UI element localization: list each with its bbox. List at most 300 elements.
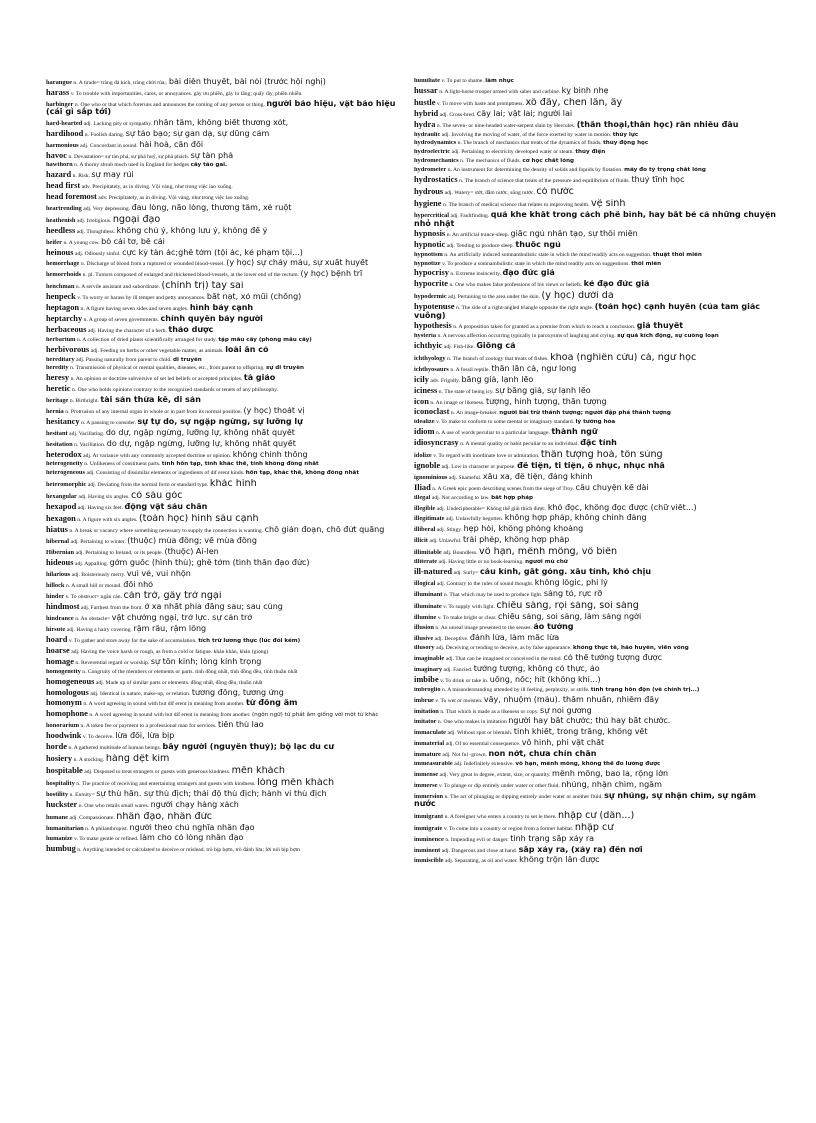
- english-definition: n. The state of being icy.: [438, 388, 494, 395]
- vocab-entry: [414, 613, 778, 622]
- english-definition: n. The practice of receiving and entertaining strangers and guests with kindness.: [76, 780, 256, 787]
- vocab-entry: [414, 158, 778, 165]
- vocab-entry: [414, 781, 778, 790]
- headword: heredity: [46, 365, 69, 372]
- english-definition: n. One who makes in imitation: [437, 719, 507, 726]
- vietnamese-translation: đạo đức giả: [502, 269, 555, 278]
- vocab-entry: [46, 721, 412, 730]
- vietnamese-translation: (y học) sự chảy máu, sự xuất huyết: [226, 259, 369, 268]
- english-definition: adj. Passing naturally from parent to child.: [76, 356, 172, 363]
- vietnamese-translation: hỗn tạp, khác thể, không đồng nhất: [245, 470, 359, 477]
- headword: illiberal: [414, 526, 436, 534]
- english-definition: n. A foreigner who enters a country to set le there.: [444, 813, 557, 820]
- vocab-entry: [46, 100, 412, 117]
- vietnamese-translation: tính hỗn tạp, tính khác thể, tính không đồng nhất: [161, 461, 319, 468]
- vocab-entry: [414, 353, 778, 363]
- headword: illusory: [414, 645, 435, 652]
- vietnamese-translation: bất hợp pháp: [491, 494, 534, 501]
- headword: idiosyncrasy: [414, 439, 459, 448]
- vietnamese-translation: nhập cư (dân...): [557, 810, 635, 821]
- english-definition: n. A misunderstanding attended by ill feeling, perplexity, or strife.: [442, 686, 590, 693]
- headword: hideous: [46, 558, 74, 567]
- vocab-entry: [414, 322, 778, 331]
- headword: imbrue: [414, 696, 434, 704]
- headword: imminent: [414, 846, 441, 854]
- english-definition: n. Protrusion of any internal organ in whole or in part from its normal position.: [65, 409, 242, 416]
- english-definition: n. Discharge of blood from a ruptured or wounded blood-vessel.: [80, 261, 225, 268]
- headword: hoarse: [46, 646, 70, 655]
- vietnamese-translation: từ đồng âm: [245, 699, 298, 708]
- headword: immaculate: [414, 729, 446, 737]
- english-definition: n. Reverential regard or worship.: [75, 659, 150, 666]
- vocab-entry: [414, 835, 778, 844]
- headword: homologous: [46, 688, 89, 697]
- english-definition: adj. Deviating from the normal form or standard type.: [87, 482, 209, 489]
- english-definition: n. Foolish daring.: [84, 131, 125, 138]
- english-definition: n. A figure with six angles.: [77, 517, 138, 524]
- headword: hesitancy: [46, 417, 80, 426]
- english-definition: adj. Feeding on herbs or other vegetable matter, as animals.: [90, 347, 224, 354]
- vietnamese-translation: hẹp hòi, không phóng khoáng: [463, 525, 584, 534]
- english-definition: adj. Deceiving or tending to deceive, as by false appearance.: [436, 645, 572, 652]
- headword: heterodox: [46, 450, 82, 459]
- headword: hustle: [414, 97, 436, 107]
- vocab-entry: [46, 182, 412, 191]
- headword: homage: [46, 657, 74, 666]
- vocab-entry: [46, 193, 412, 202]
- vocab-entry: [46, 845, 412, 854]
- vocab-entry: [414, 176, 778, 185]
- english-definition: adj. Thoughtless.: [76, 228, 116, 235]
- vocab-entry: [46, 171, 412, 180]
- vietnamese-translation: non nớt, chưa chín chắn: [488, 750, 597, 759]
- headword: hysteria: [414, 333, 437, 340]
- english-definition: n. A light-horse trooper armed with saber and carbine.: [439, 88, 561, 95]
- vocab-entry: [46, 778, 412, 788]
- english-definition: adj. Vacillating.: [69, 430, 105, 437]
- vocab-entry: [414, 140, 778, 147]
- headword: humane: [46, 813, 69, 821]
- vietnamese-translation: sự noi gương: [540, 706, 592, 715]
- vocab-entry: [414, 333, 778, 340]
- vietnamese-translation: người chạy hàng xách: [150, 800, 239, 809]
- vietnamese-translation: vô hạn, mênh mông, không thể đo lường được: [515, 761, 661, 768]
- vocab-entry: [46, 365, 412, 372]
- english-definition: n. One who holds opinions contrary to the recognized standards or tenets of any philosophy.: [72, 387, 278, 394]
- vietnamese-translation: tài sản thừa kế, di sản: [100, 396, 201, 405]
- vietnamese-translation: không thực tế, hão huyền, viển vông: [573, 645, 689, 652]
- vietnamese-translation: người theo chủ nghĩa nhân đạo: [129, 823, 255, 832]
- english-definition: n. A philanthropist.: [85, 825, 129, 832]
- vocab-entry: [414, 230, 778, 239]
- vietnamese-translation: nhúng, nhận chìm, ngâm: [561, 780, 662, 789]
- vocab-entry: [414, 739, 778, 748]
- headword: idolize: [414, 451, 432, 459]
- headword: hypodermic: [414, 293, 447, 301]
- vietnamese-translation: sự quá kích động, sự cuồng loạn: [617, 333, 719, 340]
- headword: heretic: [46, 385, 71, 394]
- vocab-entry: [414, 261, 778, 268]
- english-definition: adj. Fancied.: [443, 667, 473, 674]
- english-definition: n. A small hill or mound.: [65, 582, 122, 589]
- vietnamese-translation: làm nhục: [485, 78, 514, 84]
- headword: hindmost: [46, 603, 80, 612]
- vietnamese-translation: cản trở, gây trở ngại: [123, 591, 222, 602]
- headword: iconoclast: [414, 408, 450, 417]
- vietnamese-translation: ở xa nhất phía đằng sau; sau cùng: [144, 603, 283, 612]
- vocab-entry: [414, 676, 778, 685]
- english-definition: adj. Cross-bred.: [439, 111, 476, 118]
- english-definition: n. A word agreeing in sound with but dif erent in meaning from another.: [89, 712, 251, 719]
- headword: imaginable: [414, 655, 445, 663]
- vietnamese-translation: không hợp pháp, không chính đáng: [504, 514, 647, 523]
- vocab-entry: [414, 303, 778, 320]
- english-definition: n. A servile assistant and subordinate.: [75, 284, 160, 291]
- headword: hexapod: [46, 503, 77, 512]
- vocab-entry: [414, 187, 778, 197]
- vietnamese-translation: chỗ gián đoạn, chỗ đứt quãng: [264, 526, 385, 535]
- english-definition: adv. Frigidly.: [430, 377, 460, 384]
- vietnamese-translation: không trộn lẫn được: [519, 856, 600, 865]
- vocab-entry: [414, 590, 778, 599]
- english-definition: v. To drink or take in.: [440, 677, 489, 684]
- headword: homonym: [46, 699, 82, 708]
- vocab-entry: [414, 559, 778, 566]
- vietnamese-translation: không lôgic, phi lý: [534, 578, 608, 587]
- english-definition: n. That which may be used to produce light.: [443, 591, 543, 598]
- vietnamese-translation: đê tiện, ti tiện, ô nhục, nhục nhã: [517, 461, 665, 470]
- vocab-entry: [414, 484, 778, 493]
- headword: hypnosis: [414, 229, 446, 238]
- english-definition: n. A figure having seven sides and seven angles.: [80, 306, 189, 313]
- headword: imbroglio: [414, 686, 441, 693]
- english-definition: n. Transmission of physical or mental qualities, diseases, etc., from parent to offspring.: [70, 365, 265, 372]
- headword: ill-natured: [414, 567, 453, 576]
- vietnamese-translation: sự nhúng, sự nhận chìm, sự ngâm nước: [414, 791, 756, 809]
- english-definition: n. A mental quality or habit peculiar to an individual.: [460, 441, 579, 448]
- headword: icon: [414, 397, 429, 406]
- headword: immigrant: [414, 812, 444, 820]
- vocab-entry: [46, 141, 412, 150]
- vietnamese-translation: cây lai; vật lai; người lai: [476, 109, 573, 118]
- headword: hillock: [46, 581, 65, 589]
- headword: henpeck: [46, 293, 76, 302]
- vocab-entry: [46, 326, 412, 335]
- english-definition: n. The branch of zoology that treats of fishes.: [447, 355, 549, 362]
- vietnamese-translation: thuật thôi miên: [652, 251, 702, 258]
- vocab-entry: [414, 110, 778, 119]
- english-definition: n. An image or likeness.: [430, 399, 485, 406]
- vietnamese-translation: vệ sinh: [590, 198, 626, 209]
- headword: immiscible: [414, 857, 444, 865]
- vietnamese-translation: không chính thống: [232, 450, 308, 459]
- english-definition: adj. Not according to law.: [431, 494, 490, 501]
- vocab-entry: [46, 503, 412, 512]
- vocab-entry: [414, 634, 778, 643]
- english-definition: adj. Concordant in sound.: [80, 142, 138, 149]
- vietnamese-translation: mến khách: [231, 765, 285, 776]
- vocab-entry: [46, 743, 412, 752]
- headword: hosiery: [46, 753, 73, 763]
- english-definition: n. A proposition taken for granted as a premise from which to reach a conclusion.: [453, 324, 636, 331]
- headword: harmonious: [46, 141, 79, 149]
- vietnamese-translation: chính quyền bảy người: [160, 315, 263, 324]
- vocab-entry: [414, 579, 778, 588]
- vietnamese-translation: không chú ý, không lưu ý, không để ý: [116, 226, 268, 235]
- vocab-entry: [414, 387, 778, 396]
- vietnamese-translation: gớm guốc (hình thù); ghê tởm (tình thần đạo đức): [109, 558, 310, 567]
- english-definition: n. Congruity of the members or elements or parts. tính đồng nhất, tính đồng đều, tính thuần nhất: [82, 668, 298, 675]
- english-definition: adj. Very depressing.: [83, 205, 131, 212]
- english-definition: adj. Contrary to the rules of sound thought.: [436, 580, 534, 587]
- english-definition: adj. Having little or no book-learning.: [438, 559, 524, 566]
- vocab-entry: [46, 238, 412, 247]
- vocab-entry: [414, 823, 778, 833]
- headword: immigrate: [414, 824, 443, 832]
- vocab-entry: [46, 385, 412, 394]
- english-definition: adj. Of no essential consequence.: [445, 741, 521, 748]
- vocab-entry: [414, 450, 778, 460]
- headword: illegible: [414, 504, 436, 512]
- vocab-entry: [46, 603, 412, 612]
- vietnamese-translation: giấc ngủ nhân tạo, sự thôi miên: [510, 229, 638, 238]
- vocab-entry: [414, 280, 778, 289]
- vietnamese-translation: xấu xa, đê tiện, đáng khinh: [482, 472, 593, 481]
- vocab-entry: [414, 792, 778, 809]
- vietnamese-translation: nhẫn tâm, không biết thương xót,: [153, 118, 289, 127]
- vocab-entry: [414, 623, 778, 632]
- english-definition: adj. Surly=: [453, 569, 479, 576]
- vocab-entry: [46, 407, 412, 416]
- headword: head first: [46, 182, 81, 191]
- headword: hypnotic: [414, 240, 446, 249]
- english-definition: v. To make gentle or refined.: [74, 836, 139, 843]
- vocab-entry: [46, 78, 412, 87]
- vietnamese-translation: do dự, ngập ngừng, lưỡng lự, không nhất quyết: [105, 428, 295, 437]
- headword: hard-hearted: [46, 119, 83, 127]
- headword: heterogeneity: [46, 461, 83, 468]
- vietnamese-translation: nhân đạo, nhân đức: [116, 811, 212, 822]
- english-definition: adj. Boundless.: [443, 550, 478, 557]
- vocab-entry: [414, 78, 778, 85]
- vocab-entry: [414, 149, 778, 156]
- vietnamese-translation: bắt nạt, xỏ mũi (chồng): [206, 293, 302, 302]
- english-definition: n. Extreme insincerity.: [450, 271, 501, 278]
- english-definition: adj. Having a hairy covering.: [66, 627, 132, 634]
- headword: herbaceous: [46, 325, 87, 334]
- headword: immense: [414, 770, 439, 778]
- vocab-entry: [46, 689, 412, 698]
- english-definition: n. A break or vacancy where something necessary to supply the connection is wanting.: [69, 528, 264, 535]
- english-definition: n. A token fee or payment to a professional man for services.: [80, 723, 217, 730]
- vietnamese-translation: người bài trừ thánh tượng; người đập phá thánh tượng: [499, 410, 671, 417]
- headword: hiatus: [46, 526, 68, 535]
- english-definition: adj. Consisting of dissimilar elements or ingredients of dif erent kinds.: [86, 470, 245, 477]
- vocab-entry: [46, 357, 412, 364]
- vietnamese-translation: mênh mông, bao la, rộng lớn: [552, 769, 669, 778]
- vocab-entry: [46, 418, 412, 427]
- headword: hypnotize: [414, 260, 441, 267]
- vietnamese-translation: trái phép, không hợp pháp: [463, 536, 570, 545]
- vocab-entry: [414, 252, 778, 259]
- headword: honorarium: [46, 722, 80, 730]
- english-definition: n. An image-breaker.: [450, 410, 498, 417]
- english-definition: n. An opinion or doctrine subversive of set led beliefs or accepted principles.: [70, 376, 243, 383]
- vocab-entry: [414, 376, 778, 385]
- vietnamese-translation: quá khe khắt trong cách phê bình, hay bắt bẻ cả những chuyện nhỏ nhặt: [414, 210, 776, 228]
- headword: immature: [414, 751, 441, 759]
- vocab-entry: [414, 717, 778, 726]
- vocab-entry: [414, 601, 778, 611]
- vocab-entry: [46, 204, 412, 213]
- vocab-entry: [414, 547, 778, 557]
- english-definition: adj. Faultfinding.: [450, 212, 490, 219]
- english-definition: n. A collection of dried plants scientifically arranged for study.: [76, 336, 217, 343]
- vietnamese-translation: lý tưởng hóa: [575, 419, 616, 426]
- vietnamese-translation: tinh khiết, trong trắng, không vết: [513, 728, 648, 737]
- english-definition: n. A use of words peculiar to a particular language.: [435, 430, 550, 437]
- vocab-entry: [414, 687, 778, 694]
- headword: harangue: [46, 79, 72, 86]
- english-definition: n. The branch of mechanics that treats of the dynamics of fluids.: [457, 140, 602, 147]
- english-definition: n. Unlikeness of constituent parts.: [84, 461, 161, 468]
- vocab-entry: [46, 801, 412, 810]
- english-definition: v. To come into a country or region from a former habitat.: [443, 825, 574, 832]
- english-definition: n. An artificial trance-sleep.: [446, 231, 509, 238]
- vocab-entry: [414, 419, 778, 426]
- vocab-entry: [414, 98, 778, 108]
- vietnamese-translation: nhập cư: [574, 822, 614, 833]
- english-definition: adj. Watery= ướt, đẫm nước, sũng nước.: [444, 189, 535, 196]
- vocab-entry: [46, 537, 412, 546]
- vietnamese-translation: cực kỳ tàn ác;ghê tởm (tội ác, kẻ phạm tội...): [122, 248, 303, 257]
- headword: ichthyic: [414, 342, 443, 350]
- vocab-entry: [414, 398, 778, 407]
- vocab-entry: [414, 121, 778, 130]
- english-definition: adj. Dangerous and close at hand.: [441, 847, 518, 854]
- vietnamese-translation: đồi nhỏ: [123, 580, 154, 589]
- headword: hospitality: [46, 779, 75, 787]
- vietnamese-translation: thành ngữ: [551, 428, 598, 437]
- headword: humiliate: [414, 78, 440, 84]
- vietnamese-translation: bài diễn thuyết, bài nói (trước hội nghị): [168, 78, 326, 86]
- headword: hydromechanics: [414, 158, 459, 165]
- headword: horde: [46, 742, 67, 751]
- headword: illimitable: [414, 549, 442, 557]
- english-definition: adj. Separating, as oil and water.: [444, 858, 518, 865]
- vietnamese-translation: vấy, nhuộm (máu). thấm nhuần, nhiễm đầy: [483, 695, 659, 704]
- english-definition: n. A fossil reptile.: [450, 366, 490, 373]
- vocab-entry: [46, 614, 412, 623]
- vietnamese-translation: Giống cá: [476, 342, 516, 350]
- headword: ichthyology: [414, 354, 446, 362]
- headword: hoard: [46, 636, 68, 645]
- vocab-entry: [46, 491, 412, 501]
- headword: hazard: [46, 171, 72, 180]
- english-definition: n. pl. Tumors composed of enlarged and thickened blood-vessels, at the lower end of the rectum.: [82, 272, 299, 279]
- english-definition: n. The seven- or nine-headed water-serpent slain by Hercules.: [436, 122, 576, 129]
- headword: heartrending: [46, 204, 82, 212]
- headword: illicit: [414, 537, 428, 545]
- headword: idealize: [414, 419, 435, 426]
- headword: hinder: [46, 593, 65, 601]
- english-definition: adj. Disposed to treat strangers or guests with generous kindness.: [84, 768, 231, 775]
- vietnamese-translation: giả thuyết: [636, 322, 684, 331]
- headword: immaterial: [414, 740, 445, 748]
- english-definition: adj. Boisterously merry.: [71, 571, 126, 578]
- headword: heinous: [46, 248, 74, 257]
- headword: illiterate: [414, 559, 438, 566]
- vietnamese-translation: bầy người (nguyên thuỷ); bộ lạc du cư: [162, 742, 335, 751]
- vietnamese-translation: tích trữ lương thực (lúc đói kém): [198, 638, 301, 645]
- vocab-entry: [414, 495, 778, 502]
- headword: illegal: [414, 494, 431, 501]
- vietnamese-translation: động vật sáu chân: [124, 503, 208, 512]
- vocab-entry: [414, 645, 778, 652]
- english-definition: adj. Involving the moving of water, of the force exerted by water in motion.: [441, 131, 612, 138]
- headword: imminence: [414, 835, 444, 843]
- vocab-entry: [414, 291, 778, 301]
- headword: hospitable: [46, 765, 83, 775]
- english-definition: adj. Irreligious.: [76, 217, 112, 224]
- headword: heritage: [46, 397, 69, 405]
- headword: illusive: [414, 635, 434, 643]
- headword: hypocrisy: [414, 269, 449, 278]
- vietnamese-translation: đau lòng, não lòng, thương tâm, xé ruột: [131, 203, 292, 212]
- headword: hydra: [414, 120, 436, 129]
- headword: hydrous: [414, 186, 444, 196]
- english-definition: v. To put to shame.: [441, 78, 484, 84]
- headword: imbibe: [414, 675, 439, 684]
- english-definition: n. Impending evil or danger.: [445, 836, 509, 843]
- english-definition: adj. Without spot or blemish.: [447, 730, 513, 737]
- vietnamese-translation: ngoại đạo: [112, 214, 161, 225]
- english-definition: n. A gathered multitude of human beings.: [68, 744, 162, 751]
- english-definition: adj. Unlawful.: [429, 538, 462, 545]
- vietnamese-translation: tập mẫu cây (phòng mẫu cây): [218, 336, 312, 343]
- vietnamese-translation: sự may rủi: [91, 171, 134, 180]
- headword: hesitant: [46, 429, 68, 437]
- vietnamese-translation: khó đọc, không đọc được (chữ viết...): [547, 503, 697, 512]
- vocab-entry: [414, 462, 778, 471]
- vocab-entry: [46, 152, 412, 161]
- vietnamese-translation: thuỷ tĩnh học: [631, 175, 685, 184]
- vocab-entry: [46, 514, 412, 524]
- english-definition: adj. Odiously sinful.: [74, 250, 121, 257]
- vocab-entry: [414, 428, 778, 437]
- vietnamese-translation: (y học) bệnh trĩ: [300, 270, 363, 279]
- english-definition: adj. Having the voice harsh or rough, as from a cold or fatigue. khàn khàn, khản (giọng): [71, 648, 269, 655]
- vocab-entry: [46, 570, 412, 579]
- english-definition: adj. Pertaining to electricity developed water or steam.: [451, 149, 574, 156]
- vietnamese-translation: sự tàn phá: [190, 151, 234, 160]
- vietnamese-translation: thằn lằn cá, ngư long: [491, 364, 577, 373]
- headword: heptarchy: [46, 315, 83, 324]
- english-definition: adj. Tending to produce sleep.: [446, 242, 514, 249]
- headword: immerse: [414, 781, 438, 789]
- vocab-entry: [414, 846, 778, 855]
- vocab-entry: [46, 461, 412, 468]
- vietnamese-translation: do dự, ngập ngừng, lưỡng lự, không nhất quyết: [106, 439, 296, 448]
- english-definition: adj. Pertaining to winter.: [70, 538, 126, 545]
- vocab-entry: [46, 834, 412, 843]
- headword: hilarious: [46, 570, 71, 578]
- vocab-entry: [46, 429, 412, 438]
- vietnamese-translation: người hay bắt chước; thủ hay bắt chước.: [508, 717, 671, 726]
- vocab-entry: [46, 669, 412, 676]
- headword: humanize: [46, 835, 73, 843]
- vietnamese-translation: sự di truyền: [266, 365, 304, 372]
